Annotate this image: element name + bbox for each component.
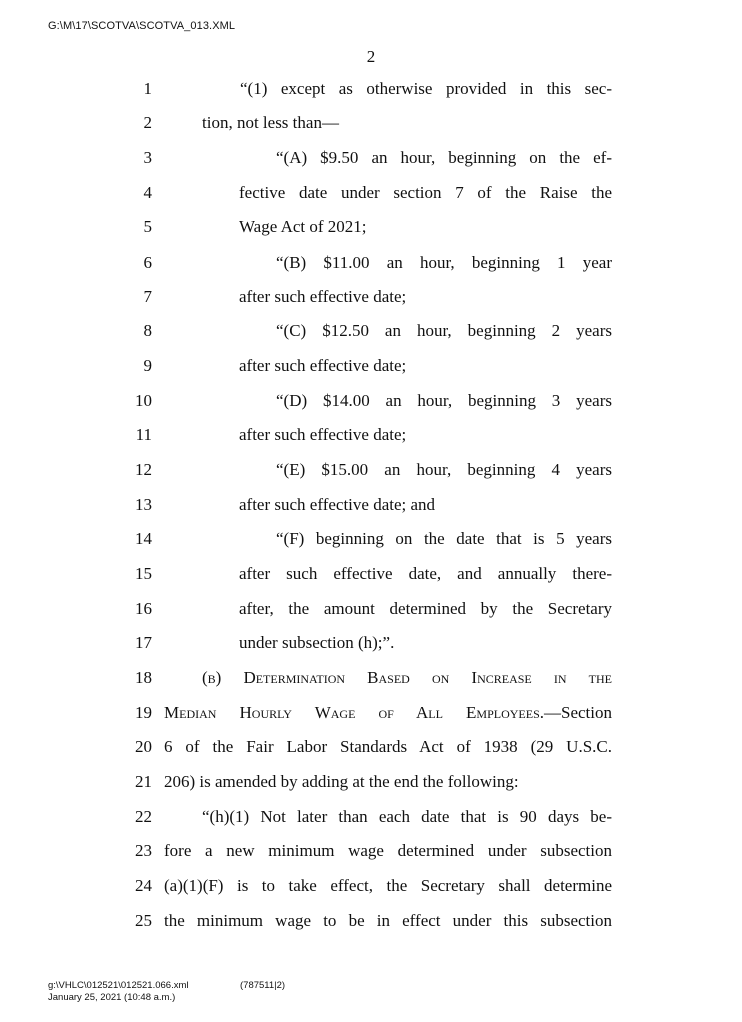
text-line	[0, 873, 742, 898]
text-line	[0, 76, 742, 101]
line-text: “(1) except as otherwise provided in this sec-	[240, 79, 612, 98]
line-number: 1	[143, 79, 152, 98]
line-text-continued: —Section	[544, 703, 612, 722]
line-number: 20	[135, 737, 152, 756]
document-file-path: G:\M\17\SCOTVA\SCOTVA_013.XML	[48, 20, 236, 32]
line-number: 5	[143, 217, 152, 236]
line-number: 19	[135, 703, 152, 722]
line-text: tion, not less than—	[202, 113, 339, 132]
line-text: under subsection (h);”.	[239, 633, 395, 652]
line-number: 2	[143, 113, 152, 132]
line-number: 21	[135, 772, 152, 791]
footer-file-reference: g:\VHLC\012521\012521.066.xml	[48, 980, 189, 991]
text-line	[0, 388, 742, 413]
line-number: 14	[135, 529, 152, 548]
line-number: 22	[135, 807, 152, 826]
line-text: “(F) beginning on the date that is 5 years	[276, 529, 612, 548]
line-text: after such effective date; and	[239, 495, 436, 514]
text-line	[0, 250, 742, 275]
text-line	[0, 110, 742, 135]
document-footer	[48, 980, 286, 1004]
footer-document-code: (787511|2)	[240, 980, 286, 991]
footer-date: January 25, 2021 (10:48 a.m.)	[48, 992, 176, 1003]
page-number: 2	[366, 47, 376, 66]
section-heading-text: Median Hourly Wage of All Employees.	[164, 703, 544, 722]
line-text: “(D) $14.00 an hour, beginning 3 years	[276, 391, 612, 410]
line-text: after such effective date;	[239, 425, 407, 444]
text-line	[0, 526, 742, 551]
text-line	[0, 700, 742, 725]
text-line	[0, 353, 742, 378]
line-number: 9	[143, 356, 152, 375]
line-text: 6 of the Fair Labor Standards Act of 1938 (29 U.S.C.	[164, 737, 612, 756]
section-heading-line: (b) Determination Based on Increase in the	[202, 668, 612, 687]
text-line	[0, 492, 742, 517]
line-number: 18	[135, 668, 152, 687]
line-text: (a)(1)(F) is to take effect, the Secretary shall determine	[164, 876, 612, 895]
text-line	[0, 630, 742, 655]
line-text: “(h)(1) Not later than each date that is 90 days be-	[202, 807, 612, 826]
text-line	[0, 838, 742, 863]
line-number: 4	[143, 183, 152, 202]
line-text: after such effective date, and annually there-	[239, 564, 612, 583]
text-line	[0, 804, 742, 829]
line-text: “(A) $9.50 an hour, beginning on the ef-	[276, 148, 612, 167]
line-number: 17	[135, 633, 152, 652]
text-line	[0, 665, 742, 690]
line-number: 16	[135, 599, 152, 618]
line-number: 3	[143, 148, 152, 167]
text-line	[0, 457, 742, 482]
line-number: 12	[135, 460, 152, 479]
line-number: 25	[135, 911, 152, 930]
text-line	[0, 422, 742, 447]
line-text	[164, 700, 612, 725]
line-text: Wage Act of 2021;	[239, 217, 367, 236]
line-number: 15	[135, 564, 152, 583]
text-line	[0, 284, 742, 309]
line-number: 24	[135, 876, 152, 895]
line-text: after such effective date;	[239, 356, 407, 375]
text-line	[0, 908, 742, 933]
line-text: fective date under section 7 of the Raise the	[239, 183, 612, 202]
line-text: fore a new minimum wage determined under subsection	[164, 841, 612, 860]
line-text: after, the amount determined by the Secretary	[239, 599, 612, 618]
line-number: 8	[143, 321, 152, 340]
text-line	[0, 145, 742, 170]
text-line	[0, 561, 742, 586]
line-number: 10	[135, 391, 152, 410]
line-number: 11	[135, 425, 152, 444]
line-text: “(E) $15.00 an hour, beginning 4 years	[276, 460, 612, 479]
line-number: 7	[143, 287, 152, 306]
line-number: 6	[143, 253, 152, 272]
line-text: after such effective date;	[239, 287, 407, 306]
text-line	[0, 596, 742, 621]
text-line	[0, 734, 742, 759]
text-line	[0, 769, 742, 794]
line-text: the minimum wage to be in effect under this subsection	[164, 911, 612, 930]
line-text: “(C) $12.50 an hour, beginning 2 years	[276, 321, 612, 340]
text-line	[0, 318, 742, 343]
line-text: 206) is amended by adding at the end the following:	[164, 772, 519, 791]
line-number: 23	[135, 841, 152, 860]
line-number: 13	[135, 495, 152, 514]
line-text: “(B) $11.00 an hour, beginning 1 year	[276, 253, 612, 272]
text-line	[0, 214, 742, 239]
text-line	[0, 180, 742, 205]
